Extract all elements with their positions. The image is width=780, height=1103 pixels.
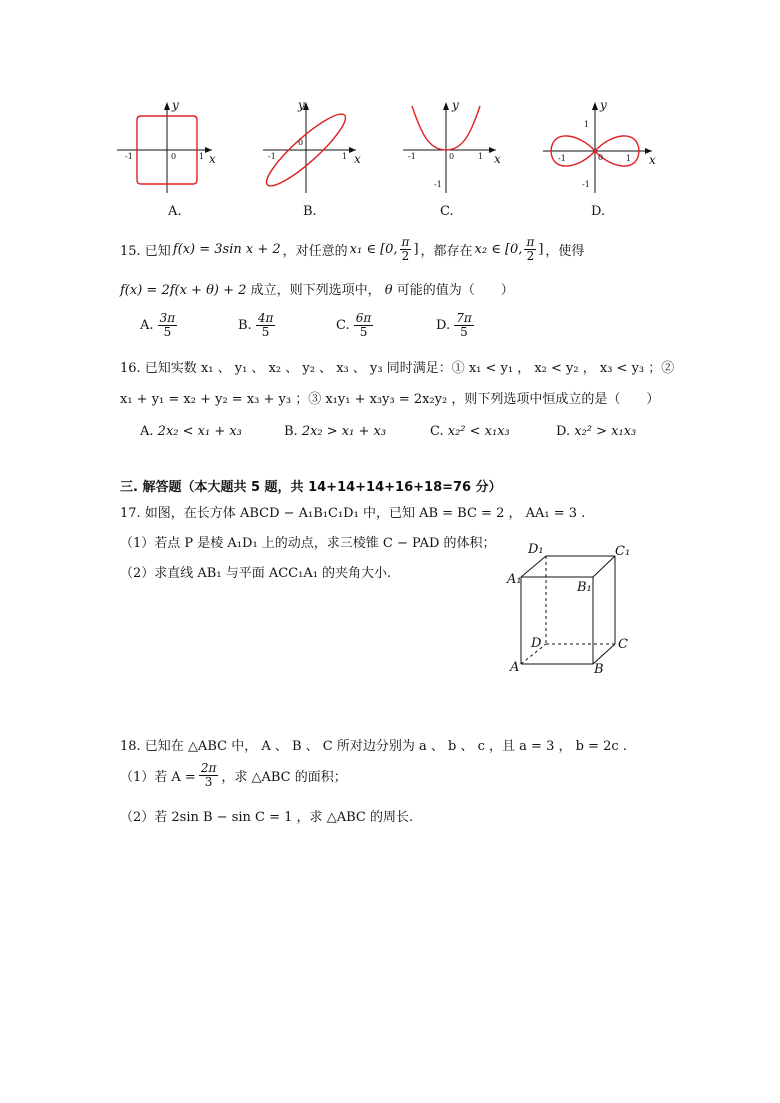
- tick-neg: -1: [268, 152, 276, 161]
- tick-y-neg: -1: [434, 180, 442, 189]
- axis-y-label: y: [172, 98, 179, 112]
- q15-option-b: [238, 312, 275, 339]
- q17-line1: 17. 如图，在长方体 ABCD − A₁B₁C₁D₁ 中，已知 AB = BC = 2 ， AA₁ = 3 .: [120, 506, 586, 521]
- tick-pos: 1: [342, 152, 348, 161]
- cuboid-figure: [505, 544, 635, 679]
- q15-func: f(x) = 3sin x + 2: [172, 242, 281, 258]
- tick-y-pos: 1: [584, 120, 590, 129]
- graph-c-label: C.: [440, 204, 454, 219]
- graph-a: [112, 98, 217, 196]
- vertex-d: D: [531, 636, 542, 651]
- q15-line1: [120, 236, 584, 263]
- q16-option-a: A. 2x₂ < x₁ + x₃: [140, 424, 242, 439]
- vertex-c: C: [618, 637, 628, 652]
- q15-line2-end: 可能的值为（ ）: [396, 283, 514, 298]
- axis-x-label: x: [494, 152, 501, 166]
- option-fraction: $\frac{7\pi}{5}$: [456, 311, 472, 340]
- option-label: B.: [238, 318, 252, 334]
- q17-part1: （1）若点 P 是棱 A₁D₁ 上的动点，求三棱锥 C − PAD 的体积；: [120, 536, 496, 551]
- q16-option-d: D. x₂² > x₁x₃: [556, 424, 637, 439]
- option-fraction: $\frac{3\pi}{5}$: [159, 311, 176, 340]
- q18-part2: （2）若 2sin B − sin C = 1 ，求 △ABC 的周长.: [120, 810, 414, 825]
- q15-line2: [120, 279, 514, 298]
- option-label: A.: [140, 318, 154, 334]
- vertex-a: A: [510, 660, 520, 675]
- graph-d: [540, 98, 658, 196]
- tick-origin: 0: [298, 138, 304, 147]
- axis-y-label: y: [298, 98, 305, 112]
- q15-mid1: ，对任意的: [282, 244, 348, 260]
- axis-x-label: x: [649, 153, 656, 167]
- tick-y-neg: -1: [582, 180, 590, 189]
- cuboid-svg: [505, 544, 635, 679]
- vertex-a1: A₁: [507, 572, 522, 587]
- option-label: D.: [436, 318, 451, 334]
- graph-b-label: B.: [303, 204, 317, 219]
- section-heading: 三. 解答题（本大题共 5 题，共 14+14+14+16+18=76 分）: [120, 480, 502, 495]
- tick-origin: 0: [598, 153, 604, 162]
- vertex-b: B: [594, 662, 604, 677]
- axis-y-label: y: [452, 98, 459, 112]
- tick-origin: 0: [449, 152, 455, 161]
- tick-neg: -1: [408, 152, 416, 161]
- q15-option-d: [436, 312, 474, 339]
- graph-c: [398, 98, 508, 196]
- graph-a-svg: [112, 98, 217, 196]
- tick-neg: -1: [125, 152, 133, 161]
- q16-line1: 16. 已知实数 x₁ 、 y₁ 、 x₂ 、 y₂ 、 x₃ 、 y₃ 同时满足：① x₁ < y₁ ， x₂ < y₂ ， x₃ < y₃ ；②: [120, 361, 675, 376]
- axis-y-label: y: [600, 98, 607, 112]
- q15-equation: f(x) = 2f(x + θ) + 2: [120, 283, 247, 298]
- q15-pi-over-2-a: $\frac{\pi}{2}$: [401, 235, 410, 264]
- q16-line2: x₁ + y₁ = x₂ + y₂ = x₃ + y₃ ；③ x₁y₁ + x₃y₃ = 2x₂y₂ ，则下列选项中恒成立的是（ ）: [120, 392, 660, 407]
- tick-pos: 1: [478, 152, 484, 161]
- graph-b: [258, 98, 368, 196]
- option-fraction: $\frac{6\pi}{5}$: [355, 311, 372, 340]
- graph-a-label: A.: [168, 204, 182, 219]
- q15-prefix: 15. 已知: [120, 244, 171, 260]
- q16-option-c: C. x₂² < x₁x₃: [430, 424, 510, 439]
- q15-x2-interval: x₂ ∈ [0,: [474, 242, 523, 258]
- vertex-b1: B₁: [577, 580, 592, 595]
- q18-line1: 18. 已知在 △ABC 中， A 、 B 、 C 所对边分别为 a 、 b 、 c ，且 a = 3 ， b = 2c .: [120, 739, 627, 754]
- q15-end: ，使得: [545, 244, 585, 260]
- q15-close-b: ]: [538, 242, 544, 258]
- vertex-d1: D₁: [528, 542, 544, 557]
- axis-x-label: x: [354, 152, 361, 166]
- q15-pi-over-2-b: $\frac{\pi}{2}$: [526, 235, 535, 264]
- option-label: C.: [336, 318, 350, 334]
- tick-neg: -1: [558, 154, 566, 163]
- q18-part1: （1）若 A = $\frac{2\pi}{3}$ ，求 △ABC 的面积；: [120, 761, 347, 790]
- q15-x1-interval: x₁ ∈ [0,: [349, 242, 398, 258]
- graph-d-label: D.: [591, 204, 606, 219]
- q15-line2-text: 成立，则下列选项中，: [250, 283, 381, 298]
- graph-b-svg: [258, 98, 368, 196]
- graph-c-svg: [398, 98, 508, 196]
- q15-close-a: ]: [413, 242, 419, 258]
- q15-mid2: ，都存在: [420, 244, 473, 260]
- q15-theta: θ: [384, 283, 393, 298]
- q15-option-c: [336, 312, 373, 339]
- q17-part2: （2）求直线 AB₁ 与平面 ACC₁A₁ 的夹角大小.: [120, 566, 392, 581]
- graph-d-svg: [540, 98, 658, 196]
- option-fraction: $\frac{4\pi}{5}$: [257, 311, 274, 340]
- q18-fraction: $\frac{2\pi}{3}$: [200, 761, 217, 790]
- axis-x-label: x: [209, 152, 216, 166]
- tick-origin: 0: [171, 152, 177, 161]
- q15-option-a: [140, 312, 177, 339]
- tick-pos: 1: [626, 154, 632, 163]
- q16-option-b: B. 2x₂ > x₁ + x₃: [284, 424, 387, 439]
- tick-pos: 1: [199, 152, 205, 161]
- vertex-c1: C₁: [615, 544, 631, 559]
